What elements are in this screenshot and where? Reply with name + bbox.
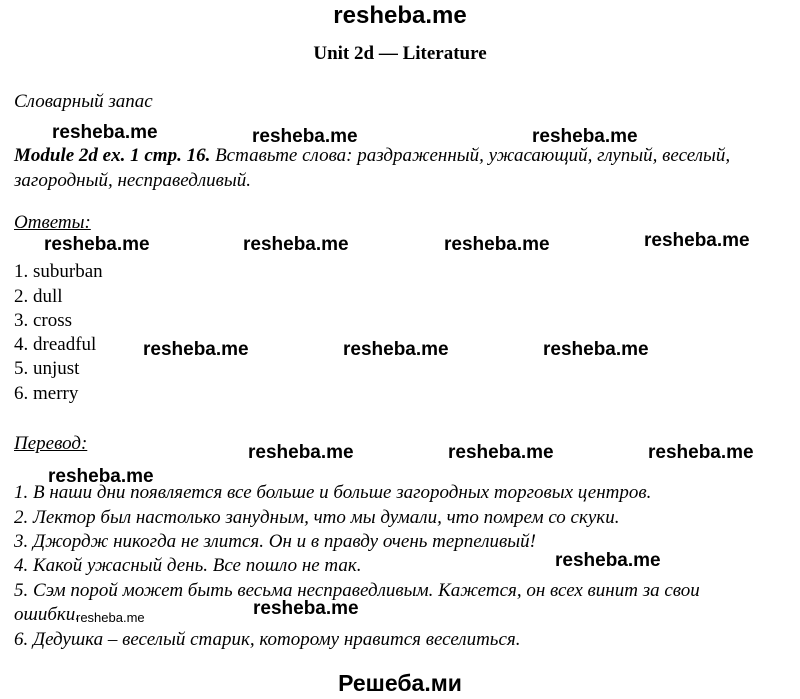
site-header: resheba.me xyxy=(333,2,467,29)
watermark: resheba.me xyxy=(52,122,158,143)
translation-line: 1. В наши дни появляется все больше и больше загородных торговых центров. xyxy=(14,482,652,503)
watermark: resheba.me xyxy=(343,339,449,360)
translation-line: 6. Дедушка – веселый старик, которому нравится веселиться. xyxy=(14,629,521,650)
watermark: resheba.me xyxy=(76,610,145,625)
watermark: resheba.me xyxy=(444,234,550,255)
watermark: resheba.me xyxy=(644,230,750,251)
answer-item: 5. unjust xyxy=(14,358,80,379)
answer-item: 4. dreadful xyxy=(14,334,97,355)
vocab-label: Словарный запас xyxy=(14,91,153,112)
translation-line: 3. Джордж никогда не злится. Он и в правду очень терпеливый! xyxy=(14,531,536,552)
task-ref: Module 2d ex. 1 стр. 16. xyxy=(14,145,211,166)
watermark: resheba.me xyxy=(143,339,249,360)
task-text xyxy=(14,143,789,193)
watermark: resheba.me xyxy=(252,126,358,147)
answer-item: 3. cross xyxy=(14,310,73,331)
watermark: resheba.me xyxy=(648,442,754,463)
translation-line: 5. Сэм порой может быть весьма несправедливым. Кажется, он всех винит за свои xyxy=(14,580,700,601)
translation-line: 4. Какой ужасный день. Все пошло не так. xyxy=(14,555,362,576)
watermark: resheba.me xyxy=(248,442,354,463)
translation-line: 2. Лектор был настолько занудным, что мы думали, что помрем со скуки. xyxy=(14,507,620,528)
answers-label: Ответы: xyxy=(14,212,91,233)
translation-line: ошибки. xyxy=(14,604,81,625)
watermark: resheba.me xyxy=(44,234,150,255)
watermark: resheba.me xyxy=(555,550,661,571)
watermark: resheba.me xyxy=(243,234,349,255)
footer-brand: Решеба.ми xyxy=(338,670,462,696)
watermark: resheba.me xyxy=(543,339,649,360)
watermark: resheba.me xyxy=(532,126,638,147)
answer-item: 2. dull xyxy=(14,286,63,307)
watermark: resheba.me xyxy=(448,442,554,463)
answer-item: 6. merry xyxy=(14,383,79,404)
page-title: Unit 2d — Literature xyxy=(313,43,487,64)
translation-label: Перевод: xyxy=(14,433,88,454)
answer-item: 1. suburban xyxy=(14,261,103,282)
task-instruction: Вставьте слова: раздраженный, ужасающий, глупый, веселый, загородный, несправедливый. xyxy=(14,145,731,191)
watermark: resheba.me xyxy=(253,598,359,619)
watermark: resheba.me xyxy=(48,466,154,487)
